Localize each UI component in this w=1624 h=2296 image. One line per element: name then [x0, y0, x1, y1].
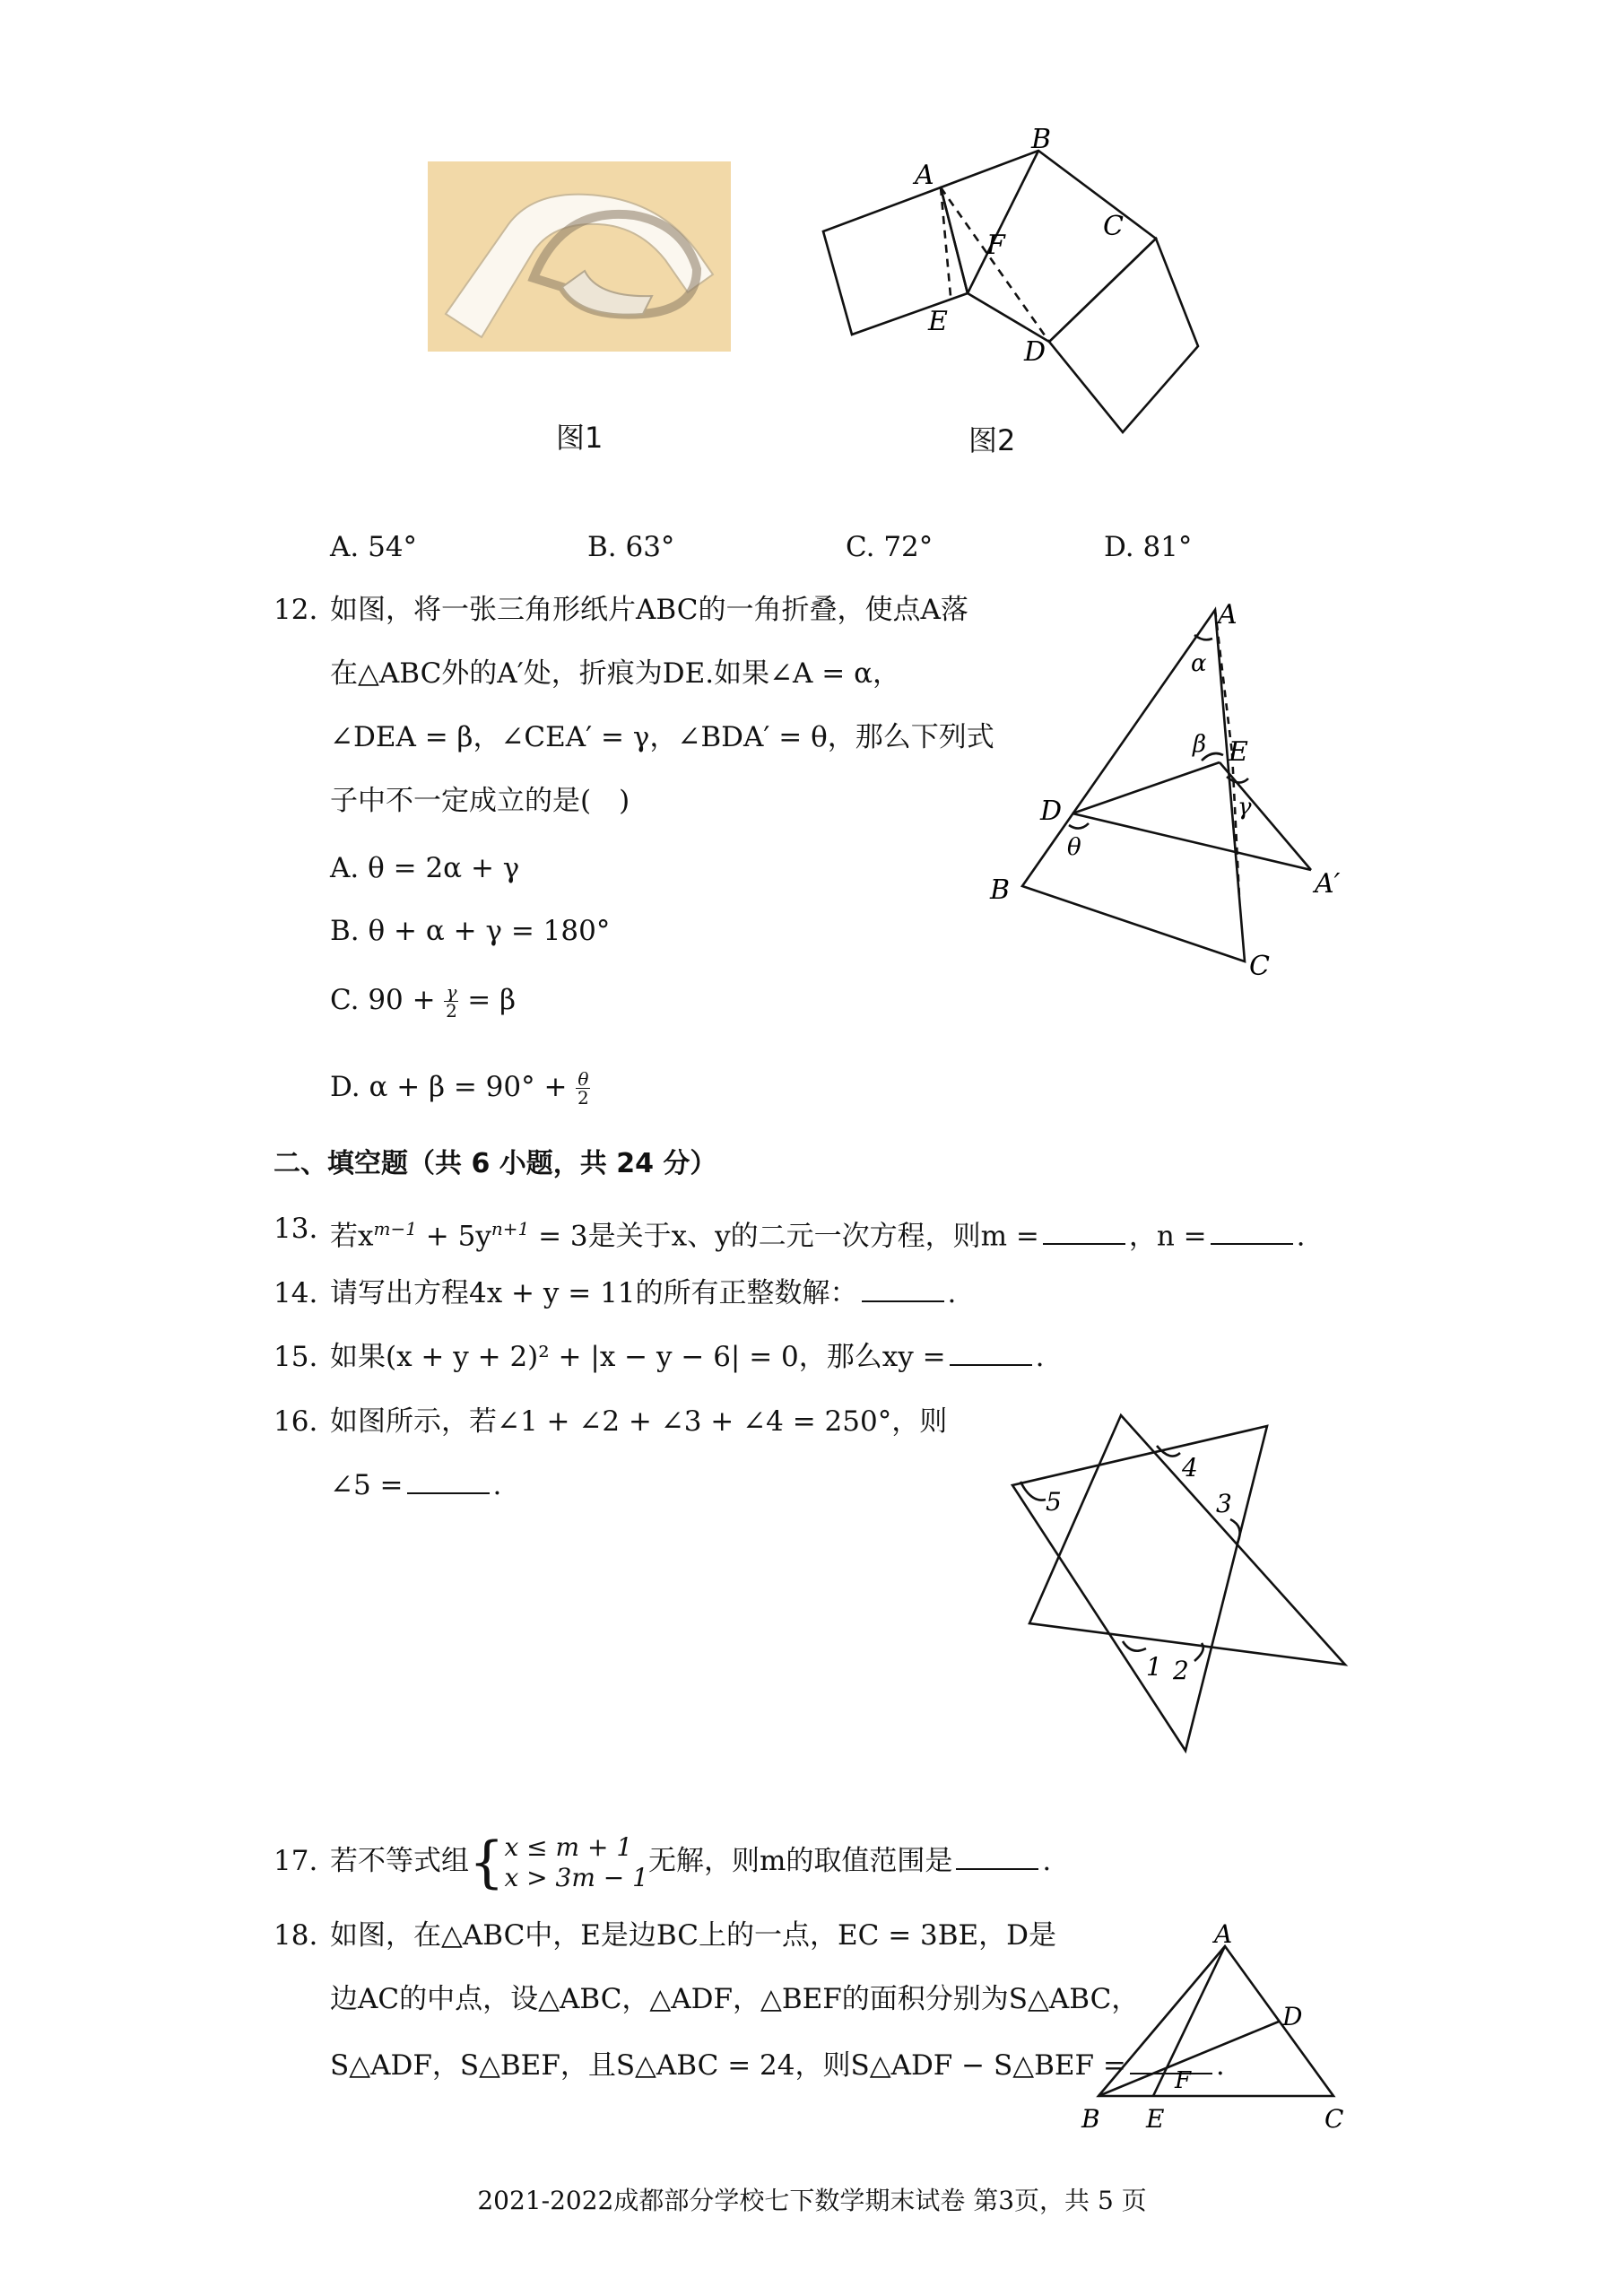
q12-fig-label-b: B	[990, 874, 1011, 906]
page-footer: 2021-2022成都部分学校七下数学期末试卷 第3页，共 5 页	[477, 2186, 1147, 2215]
q11-option-a[interactable]: A. 54°	[330, 531, 418, 563]
q18-number: 18.	[274, 1919, 318, 1952]
fig2-label-b: B	[1031, 124, 1052, 155]
q13-number: 13.	[274, 1213, 318, 1245]
q18-line-3-text: S△ADF，S△BEF，且S△ABC = 24，则S△ADF − S△BEF =	[330, 2049, 1126, 2082]
figure-2-caption: 图2	[968, 423, 1016, 457]
q18-end: .	[1215, 2049, 1225, 2082]
q14-text-body: 请写出方程4x + y = 11的所有正整数解：	[330, 1277, 858, 1309]
q12-option-c[interactable]	[330, 982, 516, 1020]
fig2-label-a: A	[915, 160, 934, 191]
q14-end: .	[947, 1277, 957, 1309]
q12-line-2: 在△ABC外的A′处，折痕为DE.如果∠A = α，	[330, 657, 901, 690]
q12-fig-label-c: C	[1249, 951, 1270, 982]
q17-inequality-system	[504, 1832, 648, 1893]
q17-row-1: x ≤ m + 1	[504, 1831, 633, 1862]
q18-figure-triangle-abc	[1067, 1919, 1354, 2135]
q12-option-d[interactable]	[330, 1069, 590, 1107]
figure-1-knot-photo	[428, 161, 731, 352]
q13-text-mid: + 5y	[416, 1220, 491, 1253]
q13-separator: ，n =	[1128, 1220, 1207, 1253]
q12-fig-label-a-prime: A′	[1315, 868, 1341, 900]
q12-line-3: ∠DEA = β，∠CEA′ = γ，∠BDA′ = θ，那么下列式	[330, 721, 994, 753]
q11-option-b[interactable]: B. 63°	[587, 531, 675, 563]
q13-text	[330, 1211, 1306, 1254]
q15-text-body: 如果(x + y + 2)² + |x − y − 6| = 0，那么xy =	[330, 1341, 946, 1373]
q12-fig-label-a: A	[1218, 599, 1238, 631]
q12-fig-label-e: E	[1229, 736, 1248, 768]
q13-exponent-2: n+1	[491, 1218, 530, 1239]
q12-line-4: 子中不一定成立的是( )	[330, 785, 630, 817]
q11-option-d[interactable]: D. 81°	[1104, 531, 1193, 563]
section-2-heading: 二、填空题（共 6 小题，共 24 分）	[274, 1148, 717, 1179]
q15-end: .	[1035, 1341, 1045, 1373]
q18-fig-label-e: E	[1146, 2104, 1165, 2134]
q13-answer-blank-n[interactable]	[1211, 1218, 1293, 1245]
q14-text	[330, 1275, 956, 1311]
q13-text-pre: 若x	[330, 1220, 374, 1253]
q12-option-b[interactable]: B. θ + α + γ = 180°	[330, 915, 611, 947]
q17-end: .	[1042, 1845, 1052, 1877]
q15-answer-blank[interactable]	[950, 1339, 1032, 1366]
q15-number: 15.	[274, 1341, 318, 1373]
fig2-label-c: C	[1103, 211, 1124, 242]
q12-figure-folded-triangle	[977, 592, 1354, 987]
q13-answer-blank-m[interactable]	[1043, 1218, 1125, 1245]
q17-text-post: 无解，则m的取值范围是	[647, 1845, 953, 1877]
figure-2-folded-strip	[807, 117, 1220, 448]
q12-option-c-pre: C. 90 +	[330, 984, 436, 1016]
q13-exponent-1: m−1	[373, 1218, 417, 1239]
q12-option-c-post: = β	[467, 984, 517, 1016]
q14-answer-blank[interactable]	[862, 1275, 944, 1302]
q16-end: .	[492, 1469, 502, 1501]
q12-option-a[interactable]: A. θ = 2α + γ	[330, 852, 520, 884]
q18-fig-label-a: A	[1214, 1919, 1233, 1949]
q16-number: 16.	[274, 1405, 318, 1438]
q12-fig-label-theta: θ	[1067, 834, 1081, 861]
q12-option-c-fraction: $\frac{\gamma}{2}$	[446, 981, 457, 1022]
q13-text-post: = 3是关于x、y的二元一次方程，则m =	[529, 1220, 1039, 1253]
q18-fig-label-f: F	[1175, 2067, 1192, 2094]
q13-end: .	[1296, 1220, 1306, 1253]
q12-line-1: 如图，将一张三角形纸片ABC的一角折叠，使点A落	[330, 594, 968, 626]
q16-line-2	[330, 1467, 501, 1503]
q15-text	[330, 1339, 1044, 1375]
q17-brace: {	[469, 1829, 505, 1895]
q12-option-d-pre: D. α + β = 90° +	[330, 1071, 568, 1103]
q18-fig-label-b: B	[1081, 2104, 1100, 2134]
q16-figure-two-triangles	[995, 1399, 1354, 1758]
q18-fig-label-c: C	[1324, 2104, 1344, 2134]
q11-option-c[interactable]: C. 72°	[846, 531, 934, 563]
q12-fig-label-beta: β	[1193, 731, 1207, 758]
q18-fig-label-d: D	[1282, 2002, 1303, 2031]
fig2-label-d: D	[1024, 336, 1046, 368]
fig2-label-e: E	[928, 306, 948, 337]
q16-fig-label-5: 5	[1046, 1487, 1062, 1517]
q17-text-pre: 若不等式组	[330, 1845, 469, 1877]
q14-number: 14.	[274, 1277, 318, 1309]
q16-fig-label-4: 4	[1182, 1453, 1198, 1483]
q12-option-d-fraction: $\frac{\theta}{2}$	[577, 1068, 589, 1109]
q12-fig-label-d: D	[1040, 796, 1063, 827]
q17-number: 17.	[274, 1845, 318, 1877]
q16-line-1: 如图所示，若∠1 + ∠2 + ∠3 + ∠4 = 250°，则	[330, 1405, 948, 1438]
q16-line-2-text: ∠5 =	[330, 1469, 404, 1501]
fig2-label-f: F	[986, 230, 1005, 261]
q16-fig-label-2: 2	[1173, 1656, 1189, 1685]
q18-line-2: 边AC的中点，设△ABC，△ADF，△BEF的面积分别为S△ABC，	[330, 1983, 1140, 2015]
q17-row-2: x > 3m − 1	[504, 1862, 648, 1892]
q16-answer-blank[interactable]	[407, 1467, 490, 1494]
q12-fig-label-gamma: γ	[1238, 794, 1252, 821]
q16-fig-label-1: 1	[1146, 1652, 1162, 1682]
q12-fig-label-alpha: α	[1191, 650, 1207, 677]
q16-fig-label-3: 3	[1216, 1489, 1232, 1518]
q18-line-1: 如图，在△ABC中，E是边BC上的一点，EC = 3BE，D是	[330, 1919, 1057, 1952]
q17-text	[330, 1825, 1051, 1897]
q12-number: 12.	[274, 594, 318, 626]
figure-1-caption: 图1	[556, 421, 604, 455]
q17-answer-blank[interactable]	[956, 1843, 1038, 1870]
